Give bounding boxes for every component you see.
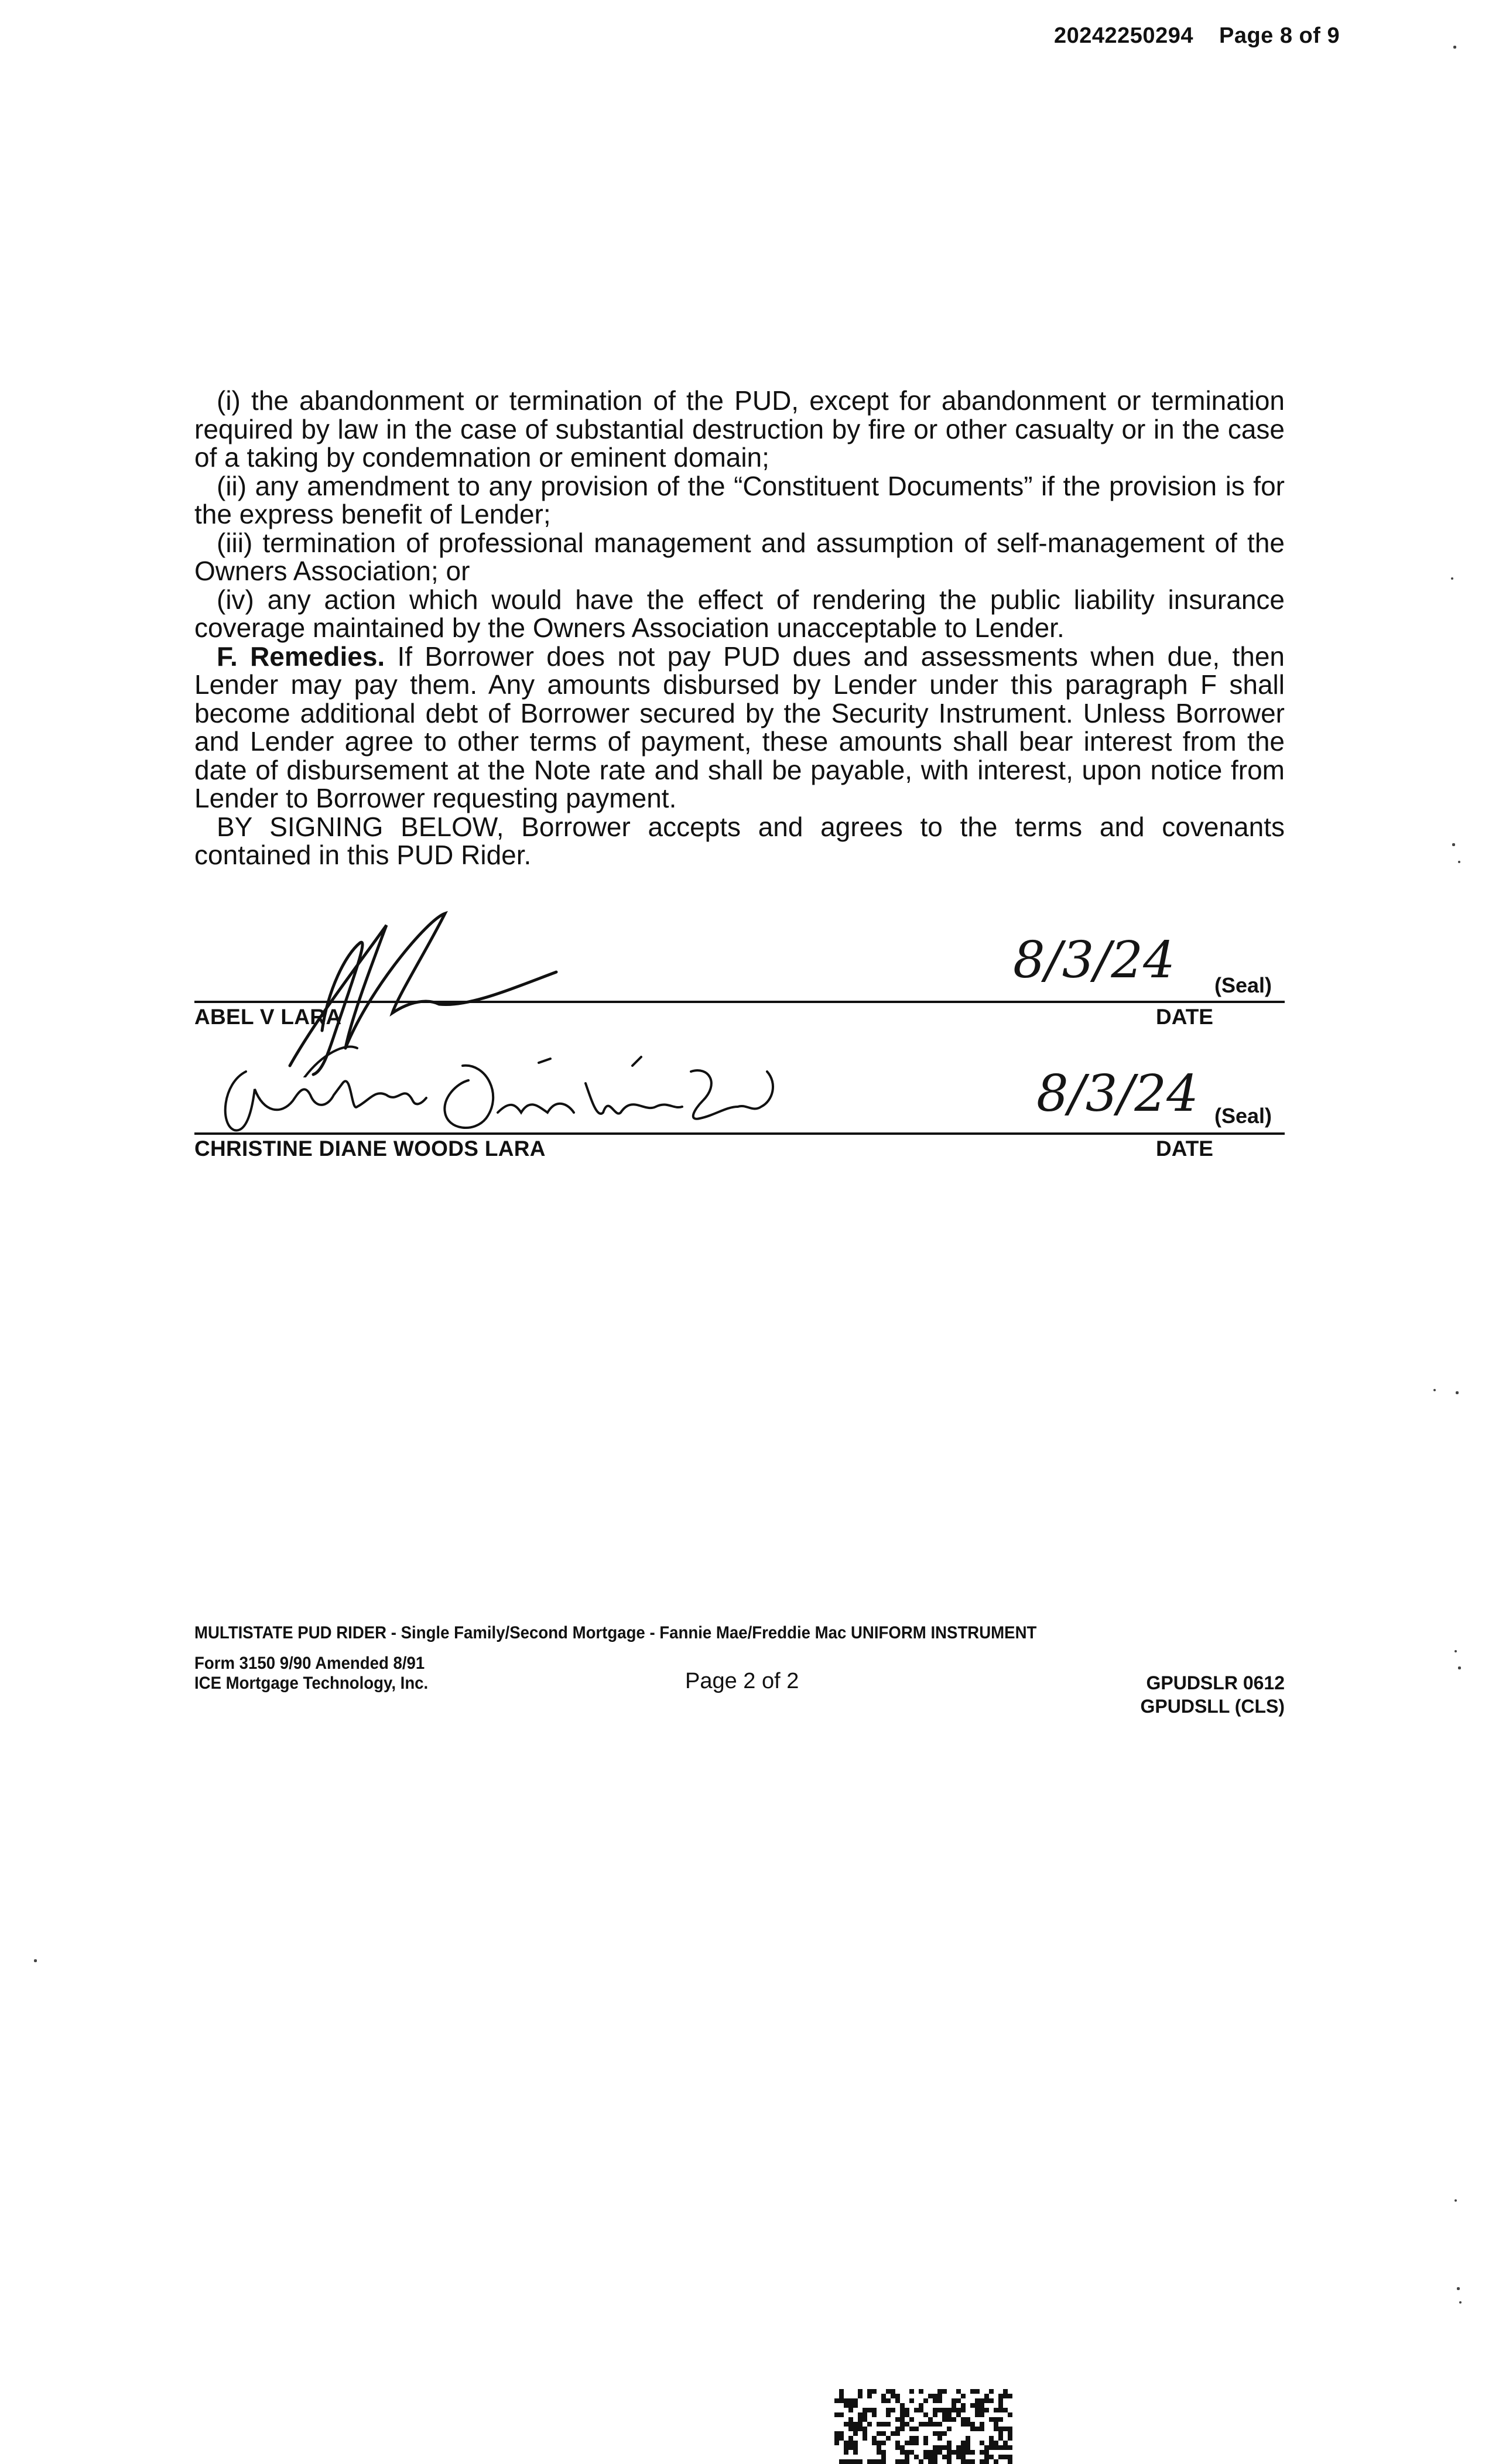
scan-speck xyxy=(1433,1389,1436,1391)
scan-speck xyxy=(1458,861,1460,863)
scan-speck xyxy=(1453,46,1456,49)
footer-page-number: Page 2 of 2 xyxy=(685,1669,799,1693)
footer-code-1: GPUDSLR 0612 xyxy=(1146,1672,1285,1693)
clause-iv: (iv) any action which would have the effect of rendering the public liability insurance coverage maintained by the Owners Association unacceptable to Lender. xyxy=(194,584,1285,643)
document-number: 20242250294 xyxy=(1054,23,1193,48)
borrower-1-handwritten-date: 8/3/24 xyxy=(1013,931,1175,990)
signature-line-1 xyxy=(194,1001,1285,1003)
page-header xyxy=(1054,23,1340,49)
borrower-2-signature xyxy=(211,1048,785,1142)
signing-statement: BY SIGNING BELOW, Borrower accepts and agrees to the terms and covenants contained in this PUD Rider. xyxy=(194,811,1285,870)
date-label-2: DATE xyxy=(1156,1137,1213,1161)
borrower-1-name: ABEL V LARA xyxy=(194,1005,342,1029)
borrower-2-name: CHRISTINE DIANE WOODS LARA xyxy=(194,1137,546,1161)
scan-speck xyxy=(1459,2301,1462,2304)
borrower-2-handwritten-date: 8/3/24 xyxy=(1036,1065,1199,1123)
scan-speck xyxy=(1454,2199,1457,2202)
rider-body xyxy=(194,386,1285,870)
scan-speck xyxy=(1456,1391,1459,1394)
barcode-graphic xyxy=(834,2389,1013,2464)
seal-label-2: (Seal) xyxy=(1214,1104,1272,1128)
scan-speck xyxy=(1454,1650,1457,1652)
footer-form-title: MULTISTATE PUD RIDER - Single Family/Second Mortgage - Fannie Mae/Freddie Mac UNIFORM INSTRUMENT xyxy=(194,1623,1037,1642)
signature-line-2 xyxy=(194,1132,1285,1135)
clause-ii: (ii) any amendment to any provision of the “Constituent Documents” if the provision is for the express benefit of Lender; xyxy=(194,470,1285,529)
remedies-heading: F. Remedies. xyxy=(217,641,385,672)
clause-i: (i) the abandonment or termination of the PUD, except for abandonment or termination required by law in the case of substantial destruction by fire or other casualty or in the case of a taking by condemnation or eminent domain; xyxy=(194,385,1285,473)
page-indicator: Page 8 of 9 xyxy=(1219,23,1340,48)
date-label-1: DATE xyxy=(1156,1005,1213,1029)
clause-iii: (iii) termination of professional management and assumption of self-management of the Owners Association; or xyxy=(194,527,1285,586)
remedies-text: If Borrower does not pay PUD dues and assessments when due, then Lender may pay them. Any amounts disbursed by Lender under this paragraph F shall become additional debt of Borrower secured by the Security Instrument. Unless Borrower and Lender agree to other terms of payment, these amounts shall bear interest from the date of disbursement at the Note rate and shall be payable, with interest, upon notice from Lender to Borrower requesting payment. xyxy=(194,641,1285,813)
scan-speck xyxy=(34,1959,37,1962)
scan-speck xyxy=(1451,577,1453,580)
footer-form-number: Form 3150 9/90 Amended 8/91 xyxy=(194,1654,425,1673)
scan-speck xyxy=(1452,843,1455,846)
seal-label-1: (Seal) xyxy=(1214,973,1272,997)
scan-speck xyxy=(1458,1666,1461,1669)
footer-company: ICE Mortgage Technology, Inc. xyxy=(194,1674,429,1693)
footer-code-2: GPUDSLL (CLS) xyxy=(1140,1696,1285,1717)
clause-f xyxy=(194,642,1285,813)
scan-speck xyxy=(1457,2287,1460,2290)
